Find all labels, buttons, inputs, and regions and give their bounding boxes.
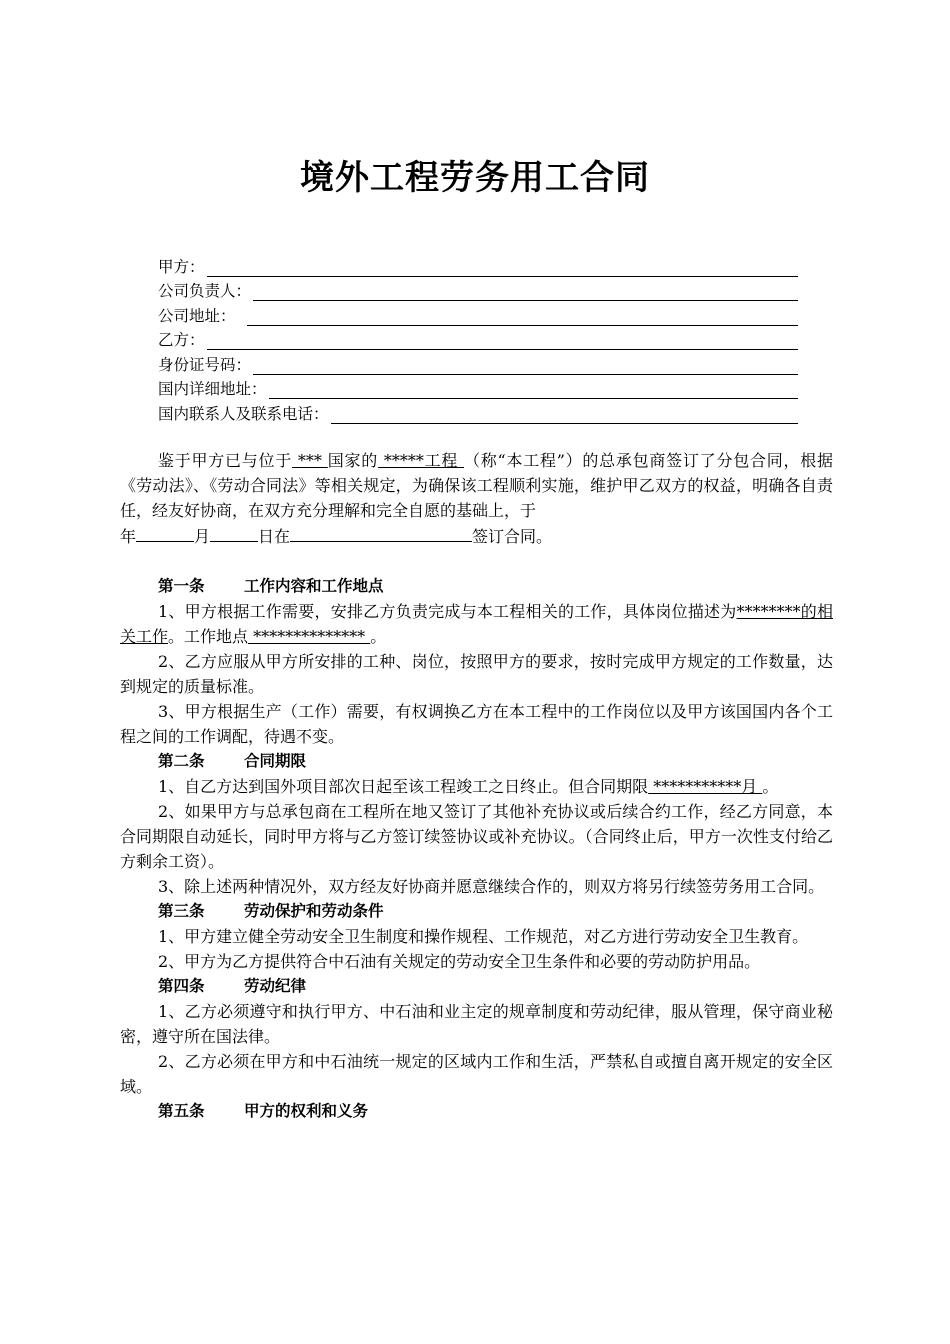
day-blank — [210, 523, 258, 542]
section-paragraph: 1、甲方根据工作需要，安排乙方负责完成与本工程相关的工作，具体岗位描述为********的相关工作。工作地点 ************** 。 — [120, 602, 833, 646]
section-heading: 第四条 劳动纪律 — [158, 977, 307, 995]
project-blank: *****工程 — [378, 451, 464, 470]
fill-line — [331, 406, 798, 424]
field-label: 公司负责人： — [158, 282, 252, 300]
spacer — [120, 549, 833, 574]
field-home-address — [158, 375, 798, 400]
field-label: 甲方： — [158, 257, 205, 276]
fill-line — [253, 283, 798, 301]
section-paragraph: 2、如果甲方与总承包商在工程所在地又签订了其他补充协议或后续合约工作，经乙方同意，本合同期限自动延长，同时甲方将与乙方签订续签协议或补充协议。（合同终止后，甲方一次性支付给乙方剩余工资）。 — [120, 802, 833, 871]
field-party-a — [158, 252, 798, 277]
party-fields — [158, 252, 798, 424]
field-label: 国内详细地址： — [158, 380, 267, 398]
fill-line — [269, 381, 798, 399]
month-blank — [136, 523, 194, 542]
fill-line — [207, 332, 798, 350]
field-label: 身份证号码： — [158, 355, 252, 374]
field-id-number — [158, 350, 798, 375]
field-label: 乙方： — [158, 331, 205, 349]
fill-line — [207, 259, 798, 277]
section-paragraph: 1、乙方必须遵守和执行甲方、中石油和业主定的规章制度和劳动纪律，服从管理，保守商业秘密，遵守所在国法律。 — [120, 1002, 833, 1046]
intro-date-line: 年 月 日在 签订合同。 — [120, 523, 833, 549]
section-heading: 第五条 甲方的权利和义务 — [158, 1102, 369, 1120]
field-company-head — [158, 277, 798, 302]
section-heading: 第二条 合同期限 — [158, 752, 307, 770]
section-paragraph: 1、甲方建立健全劳动安全卫生制度和操作规程、工作规范，对乙方进行劳动安全卫生教育。 — [158, 927, 809, 946]
section-paragraph: 3、除上述两种情况外，双方经友好协商并愿意继续合作的，则双方将另行续签劳务用工合同。 — [158, 877, 825, 896]
section-paragraph: 2、乙方应服从甲方所安排的工种、岗位，按照甲方的要求，按时完成甲方规定的工作数量，达到规定的质量标准。 — [120, 652, 833, 696]
contract-body — [120, 448, 833, 1124]
section-heading: 第一条 工作内容和工作地点 — [158, 577, 384, 595]
field-label: 国内联系人及联系电话： — [158, 404, 329, 423]
field-party-b — [158, 326, 798, 351]
place-blank — [290, 523, 472, 542]
section-paragraph: 2、乙方必须在甲方和中石油统一规定的区域内工作和生活，严禁私自或擅自离开规定的安全区域。 — [120, 1052, 833, 1096]
field-contact — [158, 399, 798, 424]
field-label: 公司地址： — [158, 306, 246, 325]
section-paragraph: 1、自乙方达到国外项目部次日起至该工程竣工之日终止。但合同期限 ***********月 。 — [158, 777, 779, 796]
section-heading: 第三条 劳动保护和劳动条件 — [158, 902, 384, 920]
document-title: 境外工程劳务用工合同 — [300, 158, 650, 198]
fill-line — [247, 308, 798, 326]
intro-paragraph: 鉴于甲方已与位于 *** 国家的 *****工程 （称“本工程”）的总承包商签订了分包合同，根据《劳动法》、《劳动合同法》等相关规定，为确保该工程顺利实施，维护甲乙双方的权益，明确各自责任，经友好协商，在双方充分理解和完全自愿的基础上，于 — [120, 451, 833, 520]
section-paragraph: 2、甲方为乙方提供符合中石油有关规定的劳动安全卫生条件和必要的劳动防护用品。 — [158, 952, 761, 971]
section-paragraph: 3、甲方根据生产（工作）需要，有权调换乙方在本工程中的工作岗位以及甲方该国国内各个工程之间的工作调配，待遇不变。 — [120, 702, 833, 746]
country-blank: *** — [292, 451, 328, 470]
fill-line — [253, 357, 798, 375]
field-company-address — [158, 301, 798, 326]
